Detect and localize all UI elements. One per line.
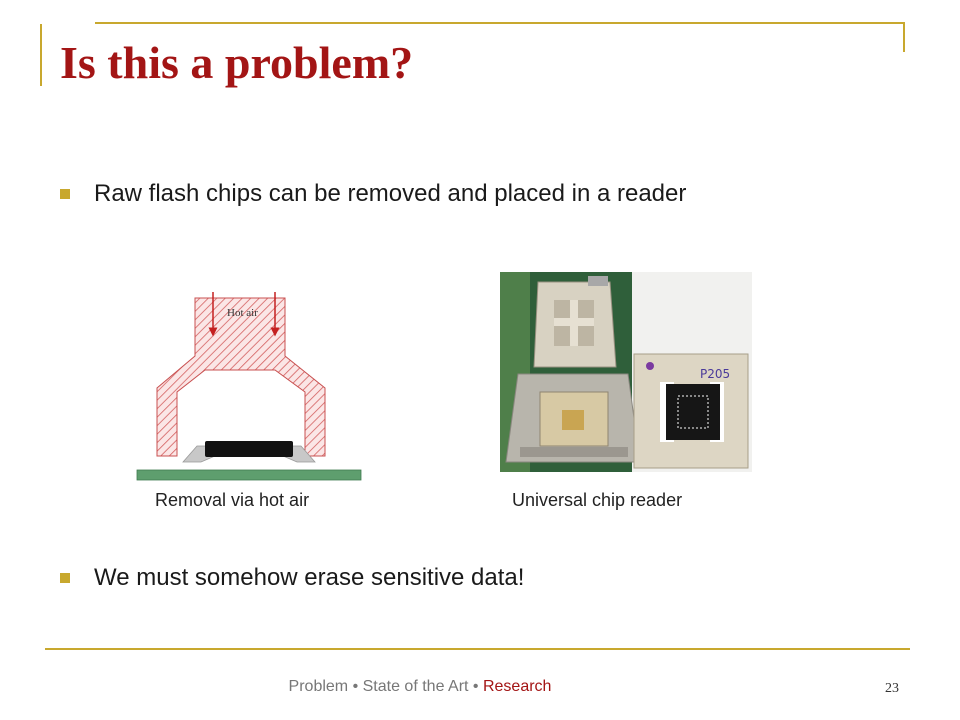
bullet-text: Raw flash chips can be removed and placed in a reader [94, 180, 687, 207]
flash-chip [205, 441, 293, 457]
footer-separator: • [348, 678, 363, 695]
bullet-item [60, 180, 686, 208]
bullet-square-icon [60, 189, 70, 199]
left-rule [40, 24, 42, 86]
footer-breadcrumb [0, 678, 840, 696]
universal-chip-reader-photo [500, 272, 752, 472]
footer-item-research: Research [482, 678, 552, 695]
circuit-board [137, 470, 361, 480]
bga-chip [666, 384, 720, 440]
footer-item-state-of-the-art: State of the Art [362, 678, 469, 695]
chip-marking-label: P205 [700, 367, 731, 381]
hot-air-removal-diagram [135, 286, 365, 486]
footer-item-problem: Problem [288, 678, 349, 695]
top-rule [95, 22, 905, 24]
hot-air-label: Hot air [227, 307, 258, 319]
figure-caption-chip-reader: Universal chip reader [512, 490, 683, 510]
figure-caption-hot-air: Removal via hot air [155, 490, 310, 510]
footer-rule [45, 648, 910, 650]
page-number: 23 [885, 681, 899, 696]
nozzle-shape [157, 298, 325, 456]
footer-separator: • [468, 678, 483, 695]
bullet-item [60, 564, 524, 592]
bullet-text: We must somehow erase sensitive data! [94, 564, 525, 591]
slide-title: Is this a problem? [60, 37, 414, 88]
right-rule [903, 22, 905, 52]
bullet-square-icon [60, 573, 70, 583]
